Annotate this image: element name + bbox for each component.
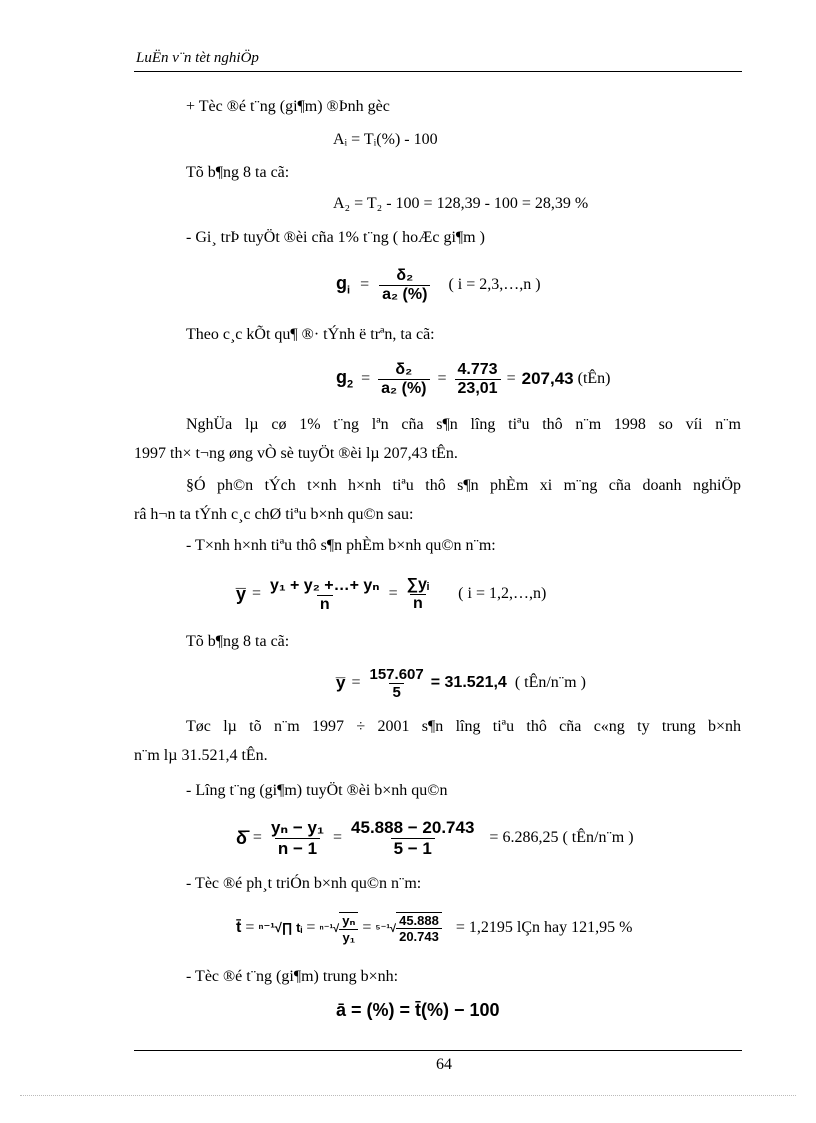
- formula-a-i: Aᵢ = Tᵢ(%) - 100: [333, 131, 438, 148]
- page-edge-dots: [20, 1095, 796, 1096]
- paragraph-line: NghÜa lµ cø 1% t¨ng lªn cña s¶n lîng tiªu thô n¨m 1998 so víi n¨m: [186, 416, 741, 433]
- text-line: Tõ b¶ng 8 ta cã:: [186, 164, 290, 181]
- paragraph-line: 1997 th× t¬ng øng vÒ sè tuyÖt ®èi lµ 207,43 tÊn.: [134, 445, 458, 462]
- formula-y-bar-value: y̅ = $\frac{157.607}{5}$ = 31.521,4 ( tÊn/n¨m ): [336, 665, 586, 701]
- text-line: - Gi¸ trÞ tuyÖt ®èi cña 1% t¨ng ( hoÆc gi¶m ): [186, 229, 485, 246]
- text-line: - T×nh h×nh tiªu thô s¶n phÈm b×nh qu©n n¨m:: [186, 537, 496, 554]
- formula-t-bar: t̄ = ⁿ⁻¹√∏ tᵢ = ⁿ⁻¹√ $\frac{\text{yₙ}}{\text{y₁}}$ = ⁵⁻¹√ $\frac{45.888}{20.743}$ = 1,2195 lÇn hay 121,95 %: [236, 912, 633, 945]
- text-line: - Lîng t¨ng (gi¶m) tuyÖt ®èi b×nh qu©n: [186, 782, 448, 799]
- formula-delta: δ̄ = $\frac{\text{yₙ − y₁}}{n - 1}$ = $\frac{45.888 - 20.743}{5 - 1}$ = 6.286,25 ( tÊn/n¨m ): [236, 817, 634, 858]
- header-rule: [134, 71, 742, 72]
- formula-a-2: A₂ = T₂ - 100 = 128,39 - 100 = 28,39 %: [333, 195, 589, 212]
- page-header-title: LuËn v¨n tèt nghiÖp: [136, 50, 259, 66]
- text-line: Tõ b¶ng 8 ta cã:: [186, 633, 290, 650]
- formula-g-i: $g_i$ = $\frac{\text{δ₂}}{\text{a₂ (\%)}}$ ( i = 2,3,…,n ): [336, 266, 541, 303]
- paragraph-line: n¨m lµ 31.521,4 tÊn.: [134, 747, 268, 764]
- text-line: + Tèc ®é t¨ng (gi¶m) ®Þnh gèc: [186, 98, 390, 115]
- page-number: 64: [436, 1056, 452, 1073]
- text-line: Theo c¸c kÕt qu¶ ®· tÝnh ë trªn, ta cã:: [186, 326, 435, 343]
- formula-a-bar: ā = (%) = t̄(%) − 100: [336, 1000, 500, 1020]
- paragraph-line: Tøc lµ tõ n¨m 1997 ÷ 2001 s¶n lîng tiªu thô cña c«ng ty trung b×nh: [186, 718, 741, 735]
- formula-y-bar: y̅ = $\frac{\text{y₁ + y₂ +…+ yₙ}}{n}$ = $\frac{\text{∑yᵢ}}{n}$ ( i = 1,2,…,n): [236, 575, 547, 613]
- formula-g-2: $g_2$ = $\frac{\text{δ₂}}{\text{a₂ (\%)}}$ = $\frac{4.773}{23,01}$ = 207,43 (tÊn): [336, 360, 611, 397]
- text-line: - Tèc ®é t¨ng (gi¶m) trung b×nh:: [186, 968, 399, 985]
- text-line: - Tèc ®é ph¸t triÓn b×nh qu©n n¨m:: [186, 875, 422, 892]
- paragraph-line: §Ó ph©n tÝch t×nh h×nh tiªu thô s¶n phÈm xi m¨ng cña doanh nghiÖp: [186, 477, 741, 494]
- footer-rule: [134, 1050, 742, 1051]
- paragraph-line: râ h¬n ta tÝnh c¸c chØ tiªu b×nh qu©n sau:: [134, 506, 414, 523]
